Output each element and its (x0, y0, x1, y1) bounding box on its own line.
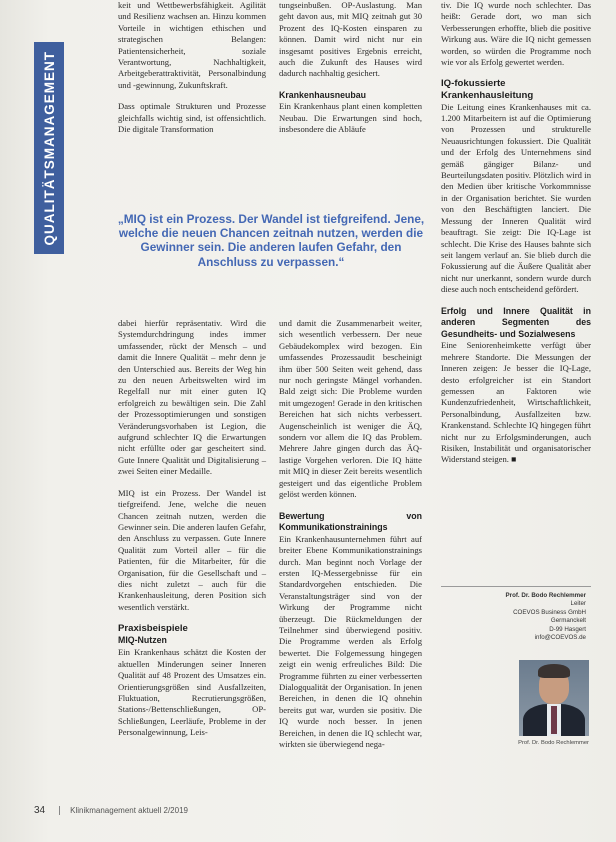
paragraph: Ein Krankenhaus plant einen kompletten Neubau. Die Erwartungen sind hoch, insbesondere die Abläufe (279, 101, 422, 135)
paragraph (441, 340, 591, 465)
author-photo (519, 660, 589, 736)
paragraph-text: Eine Seniorenheimkette verfügt über mehrere Standorte. Die Messungen der Inneren zeigen: Je besser die IQ-Lage, desto erfolgreicher ist ein Standort gemessen an Faktoren wie Kundenzufriedenheit, Wirtschaftlichkeit, Personalbindung, Ausfallzeiten bzw. Krankenstand. Schlechte IQ hingegen führt nicht nur zu Erfolgsminderungen, auch Risiken, Instabilität und organisatorischer Widerstand steigen. (441, 340, 591, 465)
author-divider (441, 586, 591, 587)
paragraph: Ein Krankenhaus schätzt die Kosten der aktuellen Minderungen seiner Inneren Qualität auf 48 Prozent des Umsatzes ein. Orientierungsgrößen sind Ausfallzeiten, Fluktuation, Recrutierungsgrößen, Stations-/Bettenschließungen, OP-Schließungen, Leerläufe, Probleme in der Personalgewinnung, Leis- (118, 647, 266, 738)
end-mark: ■ (511, 454, 517, 465)
section-tab-label: QUALITÄTSMANAGEMENT (41, 50, 57, 246)
paragraph: Ein Krankenhausunternehmen führt auf breiter Ebene Kommunikationstrainings durch. Man beginnt noch Vorlage der ersten IQ-Messergebnisse für ein Standardvorgehen entschieden. Die Veranstaltungsträger sind von der Wirkung der Programme nicht überzeugt. Die Rückmeldungen der Teilnehmer sind überwiegend positiv. Die Programme werden als Erfolg bewertet. Die Folgemessung hingegen zeigt ein wenig erfreuliches Bild: Die Programme führten zu einer verbesserten Dialogqualität der Organisation. In jenen Bereichen, in denen die IQ ohnehin bereits gut war, wurden sie positiv. Die IQ wurde noch besser. In jenen Bereichen, in denen die IQ schlecht war, wirkten sie überwiegend nega- (279, 533, 422, 749)
paragraph: dabei hierfür repräsentativ. Wird die Systemdurchdringung indes immer umfassender, rückt der Mensch – und damit die Innere Qualität – mehr denn je den Unterschied aus. Bereits der Weg hin zu den neuen Arbeitswelten wird im Regelfall nur mit einer guten IQ erfolgreich zu bewältigen sein. Die Zahl der Prozessoptimierungen und sonstigen Veränderungsvorhaben ist Legion, die aufgrund schlechter IQ die Erwartungen nicht erfüllte oder gar gescheitert sind. Gute Innere Qualität und Digitalisierung – zwei Seiten einer Medaille. (118, 318, 266, 477)
column-1-top (118, 0, 266, 145)
section-tab (34, 42, 64, 254)
photo-tie (551, 706, 557, 734)
publication-name: Klinikmanagement aktuell 2/2019 (70, 806, 188, 815)
footer-separator (59, 806, 60, 815)
paragraph: Die Leitung eines Krankenhauses mit ca. 1.200 Mitarbeitern ist auf die Optimierung von Prozessen und strukturelle Neuausrichtungen fokussiert. Die Qualität und der Erfolg des Unternehmens sind gemäß gängiger Bilanz- und Beurteilungsdaten positiv. Plötzlich wird in den Medien über kritische Vorkommnisse in der Organisation berichtet. Sie wurden von den Beschäftigten lanciert. Die Messung der Inneren Qualität wird beauftragt. Sie zeigt: Die IQ-Lage ist schlecht. Die Krise des Hauses bahnte sich seit langem verlauf an. Sie blieb durch die Fokussierung auf die Äußere Qualität aber nicht nur unerkannt, sondern wurde durch diese auch noch entscheidend gefördert. (441, 101, 591, 295)
author-info (478, 592, 586, 642)
subsection-heading: MIQ-Nutzen (118, 634, 167, 645)
author-email: info@COEVOS.de (534, 634, 586, 642)
author-line: Leiter (570, 600, 586, 608)
section-heading: Bewertung von Kommunikationstrainings (279, 510, 422, 533)
photo-hair (538, 664, 570, 678)
section-heading: Praxisbeispiele (118, 623, 188, 635)
section-heading: Krankenhausneubau (279, 89, 367, 100)
photo-caption: Prof. Dr. Bodo Rechlemmer (518, 740, 589, 746)
section-heading: IQ-fokussierte Krankenhausleitung (441, 78, 534, 102)
paragraph: und damit die Zusammenarbeit weiter, sich wesentlich verbessern. Der neue Gebäudekomplex wird bezogen. Ein umfassendes Prozessaudit bescheinigt ihm über 500 Seiten weit gehend, dass nur noch geringste Mängel vorhanden. Bald zeigt sich: Die Probleme wurden mit umgezogen! Gerade in den kritischen Bereichen hat sich nichts verbessert. Augenscheinlich ist weniger die ÄQ, sondern vor allem die IQ das Problem. Mehrere Jahre gingen durch das ÄQ-lastige Vorgehen verloren. Die IQ hätte mit MIQ in dieser Zeit bereits wesentlich gesteigert und das eigentliche Problem gelöst werden können. (279, 318, 422, 500)
author-line: COEVOS Business GmbH (513, 608, 586, 616)
author-name: Prof. Dr. Bodo Rechlemmer (505, 592, 586, 599)
page-footer (34, 805, 334, 816)
author-line: Germanckelt (550, 617, 586, 625)
column-2-top (279, 0, 422, 146)
paragraph: MIQ ist ein Prozess. Der Wandel ist tiefgreifend. Jene, welche die neuen Chancen zeitnah nutzen, werden die Gewinner sein. Die anderen laufen Gefahr, den Anschluss zu verpassen. Gute Innere Qualität zum Vorteil aller – für die Patienten, für die Mitarbeiter, für die Organisation, für die Gesellschaft und – dies nicht zuletzt – auch für die Krankenhausleitung, deren Position sich wesentlich verstärkt. (118, 487, 266, 612)
paragraph: keit und Wettbewerbsfähigkeit. Agilität und Resilienz wachsen an. Hinzu kommen Vorteile in wichtigen ethischen und strategischen Belangen: Patientensicherheit, soziale Verantwortung, Nachhaltigkeit, Arbeitgeberattraktivität, Personalbindung und -gewinnung, Zukunftskraft. (118, 0, 266, 90)
column-2-bottom (279, 318, 422, 760)
page-number: 34 (34, 805, 46, 816)
author-line: D-99 Hasgert (549, 625, 586, 633)
paragraph: Dass optimale Strukturen und Prozesse gleichfalls wichtig sind, ist offensichtlich. Die digitale Transformation (118, 101, 266, 135)
paragraph: tiv. Die IQ wurde noch schlechter. Das heißt: Gerade dort, wo man sich Verbesserungen erhoffte, blieb die positive Wirkung aus. Wäre die IQ nicht gemessen worden, so würden die Programme noch wie vor als Erfolg gewertet werden. (441, 0, 591, 68)
column-3 (441, 0, 591, 476)
column-1-bottom (118, 318, 266, 749)
section-heading: Erfolg und Innere Qualität in anderen Segmenten des Gesundheits- und Sozialwesens (441, 305, 591, 339)
paragraph: tungseinbußen. OP-Auslastung. Man geht davon aus, mit MIQ zeitnah gut 30 Prozent des IQ-Kosten einsparen zu können. Damit wird nicht nur ein insgesamt positives Ergebnis erreicht, auch die Zukunft des Hauses wird dadurch nachhaltig gesichert. (279, 0, 422, 79)
pull-quote: „MIQ ist ein Prozess. Der Wandel ist tiefgreifend. Jene, welche die neuen Chancen zeitnah nutzen, werden die Gewinner sein. Die anderen laufen Gefahr, den Anschluss zu verpassen.“ (117, 212, 425, 269)
